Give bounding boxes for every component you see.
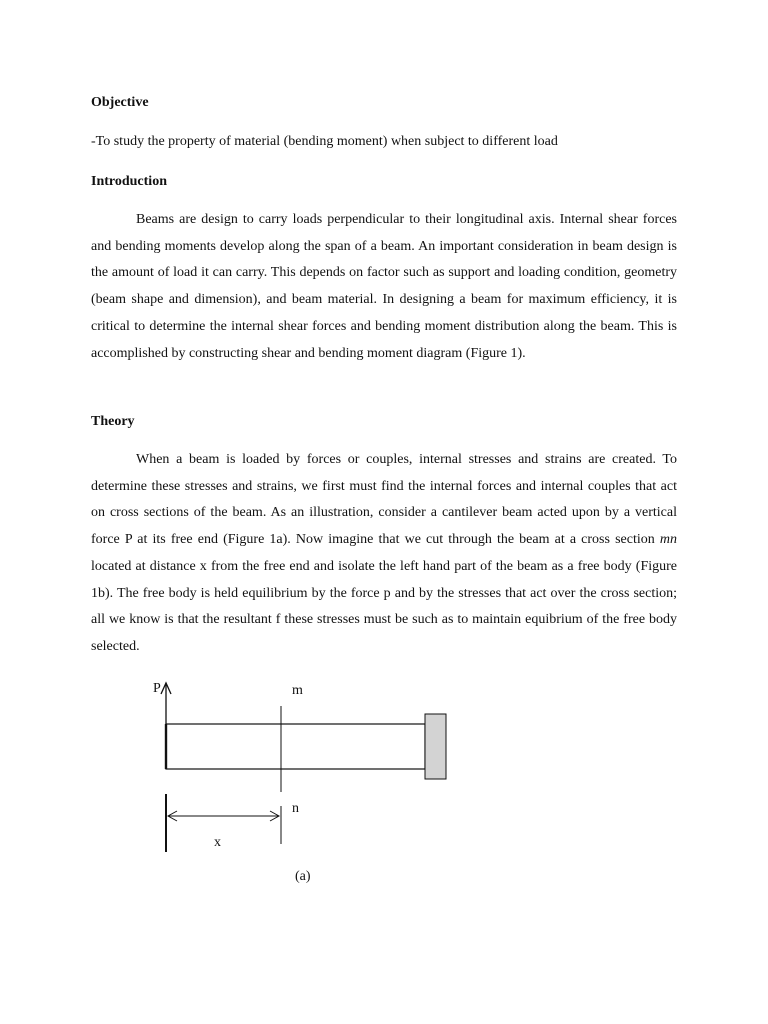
introduction-paragraph: Beams are design to carry loads perpendicular to their longitudinal axis. Internal shear forces and bending moments develop along the span of a beam. An important consideration in beam design is the amount of load it can carry. This depends on factor such as support and loading condition, geometry (beam shape and dimension), and beam material. In designing a beam for maximum efficiency, it is critical to determine the internal shear forces and bending moment distribution along the beam. This is accomplished by constructing shear and bending moment diagram (Figure 1). [91,212,677,361]
objective-heading: Objective [91,95,149,110]
theory-text-after: located at distance x from the free end and isolate the left hand part of the beam as a free body (Figure 1b). The free body is held equilibrium by the force p and by the stresses that act over the cross section; all we know is that the resultant f these stresses must be such as to maintain equibrium of the free body selected. [91,558,677,654]
objective-text: -To study the property of material (bending moment) when subject to different load [91,134,558,149]
cantilever-beam-figure [0,672,768,892]
theory-heading: Theory [91,414,135,429]
theory-text-before: When a beam is loaded by forces or couples, internal stresses and strains are created. To determine these stresses and strains, we first must find the internal forces and internal couples that act on cross sections of the beam. As an illustration, consider a cantilever beam acted upon by a vertical force P at its free end (Figure 1a). Now imagine that we cut through the beam at a cross section [91,452,677,548]
section-label-m: m [292,683,303,698]
introduction-heading: Introduction [91,174,167,189]
theory-paragraph [91,447,677,661]
figure-caption: (a) [295,869,311,884]
dimension-label-x: x [214,835,221,850]
fixed-support [425,714,446,779]
section-mn-label: mn [659,532,677,548]
beam-diagram [0,672,768,892]
force-label-p: P [153,681,161,696]
beam-rectangle [166,724,425,769]
section-label-n: n [292,801,299,816]
